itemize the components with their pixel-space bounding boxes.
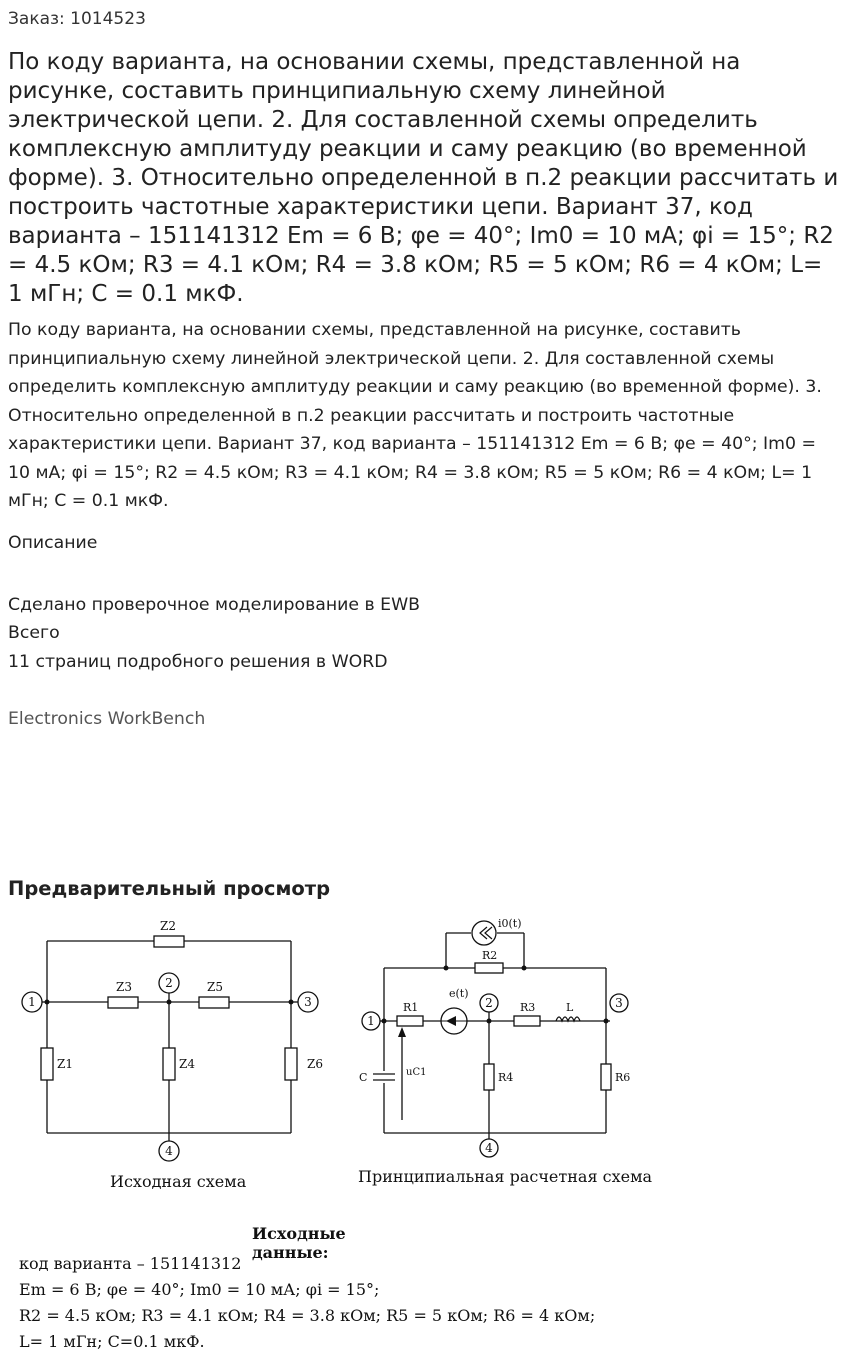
source-data-heading: Исходные данные: [252,1224,346,1262]
r4-element [484,1064,494,1090]
note-pages: 11 страниц подробного решения в WORD [8,652,388,672]
z2-label: Z2 [160,919,176,933]
source-data-line-2: Em = 6 В; φe = 40°; Im0 = 10 мА; φi = 15°; [19,1280,380,1299]
r6-label: R6 [615,1071,631,1084]
z6-element [285,1048,297,1080]
z5-element [199,997,229,1008]
left-scheme-caption: Исходная схема [110,1172,247,1191]
page-title: По коду варианта, на основании схемы, представленной на рисунке, составить принципиальную схему линейной электрической цепи. 2. Для составленной схемы определить комплексную амплитуду реакции и саму реакцию (во временной форме). 3. Относительно определенной в п.2 реакции рассчитать и построить частотные характеристики цепи. Вариант 37, код варианта – 151141312 Em = 6 В; φe = 40°; Im0 = 10 мА; φi = 15°; R2 = 4.5 кОм; R3 = 4.1 кОм; R4 = 3.8 кОм; R5 = 5 кОм; R6 = 4 кОм; L= 1 мГн; C = 0.1 мкФ. [8,49,839,307]
note-simulation: Сделано проверочное моделирование в EWB [8,595,421,615]
right-node-label-4: 4 [485,1141,493,1155]
uc-label: uC1 [406,1067,427,1078]
z6-label: Z6 [307,1057,323,1071]
z3-label: Z3 [116,980,132,994]
left-node-label-2: 2 [165,976,173,990]
r2-label: R2 [482,949,498,962]
r4-label: R4 [498,1071,514,1084]
tag-electronics-workbench[interactable]: Electronics WorkBench [8,709,206,729]
left-node-label-1: 1 [28,995,36,1009]
l-label: L [566,1001,574,1014]
description-heading: Описание [8,533,98,553]
z2-element [154,936,184,947]
r2-element [475,963,503,973]
left-node-label-3: 3 [304,995,312,1009]
description-text: По коду варианта, на основании схемы, представленной на рисунке, составить принципиальную схему линейной электрической цепи. 2. Для составленной схемы определить комплексную амплитуду реакции и саму реакцию (во временной форме). 3. Относительно определенной в п.2 реакции рассчитать и построить частотные характеристики цепи. Вариант 37, код варианта – 151141312 Em = 6 В; φe = 40°; Im0 = 10 мА; φi = 15°; R2 = 4.5 кОм; R3 = 4.1 кОм; R4 = 3.8 кОм; R5 = 5 кОм; R6 = 4 кОм; L= 1 мГн; C = 0.1 мкФ. [8,320,822,511]
source-data-line-4: L= 1 мГн; C=0.1 мкФ. [19,1332,205,1351]
right-scheme-caption: Принципиальная расчетная схема [358,1167,653,1186]
source-data-line-3: R2 = 4.5 кОм; R3 = 4.1 кОм; R4 = 3.8 кОм; R5 = 5 кОм; R6 = 4 кОм; [19,1306,596,1325]
r1-element [397,1016,423,1026]
z5-label: Z5 [207,980,223,994]
left-node-label-4: 4 [165,1144,173,1158]
circuit-diagrams [0,905,847,1205]
r1-label: R1 [403,1001,419,1014]
z1-element [41,1048,53,1080]
z4-label: Z4 [179,1057,195,1071]
right-node-label-1: 1 [367,1014,375,1028]
r6-element [601,1064,611,1090]
right-node-label-3: 3 [615,996,623,1010]
capacitor-gap [370,1071,398,1083]
current-source-label: i0(t) [498,917,522,930]
c-label: C [359,1071,368,1084]
right-node-label-2: 2 [485,996,493,1010]
z4-element [163,1048,175,1080]
order-number: Заказ: 1014523 [8,9,146,29]
preview-heading: Предварительный просмотр [8,877,331,900]
note-total: Всего [8,623,60,643]
z3-element [108,997,138,1008]
r3-label: R3 [520,1001,536,1014]
current-source-icon [472,921,496,945]
source-data-line-1: код варианта – 151141312 [19,1254,242,1273]
emf-label: e(t) [449,987,469,1000]
z1-label: Z1 [57,1057,73,1071]
r3-element [514,1016,540,1026]
